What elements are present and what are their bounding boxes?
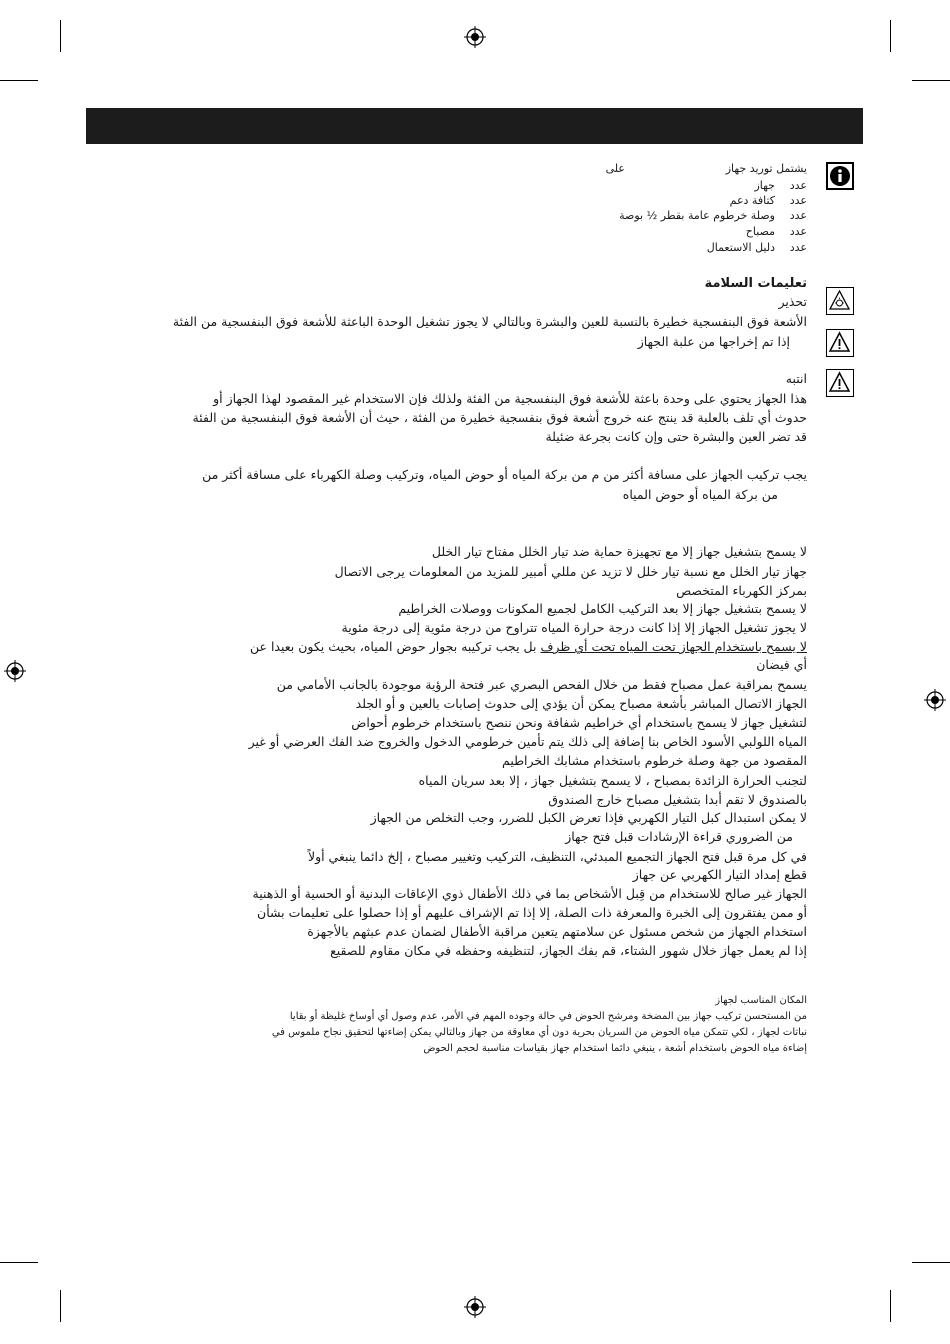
rule-text: لا يسمح بتشغيل جهاز إلا مع تجهيزة حماية ضد تيار الخلل مفتاح تيار الخلل	[431, 544, 807, 559]
warning-text: إذا تم إخراجها من علبة الجهاز	[637, 334, 790, 349]
location-text: نباتات لجهاز ، لكي تتمكن مياه الحوض من السريان بحرية دون أي معاوقة من جهاز وبالتالي يمكن إضاءتها لتحقيق نجاح ملموس في	[271, 1027, 807, 1038]
rule-text-underlined: لا يسمح باستخدام الجهاز تحت المياه تحت أي ظرف بل يجب تركيبه بجوار حوض المياه، بحيث يكون بعيدا عن	[250, 639, 807, 654]
contents-qty: عدد	[789, 241, 807, 254]
rule-text: المقصود من جهة وصلة خرطوم باستخدام مشابك الخراطيم	[502, 753, 807, 768]
distance-text: يجب تركيب الجهاز على مسافة أكثر من م من بركة المياه أو حوض المياه، وتركيب وصلة الكهرباء على مسافة أكثر من	[202, 467, 807, 482]
crop-mark	[912, 1262, 950, 1263]
rule-text: لتشغيل جهاز لا يسمح باستخدام أي خراطيم شفافة ونحن ننصح باستخدام خرطوم أحواض	[351, 715, 807, 730]
location-title: المكان المناسب لجهاز	[715, 995, 807, 1006]
rule-text: بمركز الكهرباء المتخصص	[676, 583, 807, 598]
location-text: إضاءة مياه الحوض باستخدام أشعة ، ينبغي دائما استخدام جهاز بقياسات مناسبة لحجم الحوض	[423, 1043, 807, 1054]
crop-mark	[60, 20, 61, 52]
contents-item: وصلة خرطوم عامة بقطر ½ بوصة	[619, 209, 775, 222]
contents-qty: عدد	[789, 194, 807, 207]
rule-text: لا يسمح بتشغيل جهاز إلا بعد التركيب الكامل لجميع المكونات ووصلات الخراطيم	[398, 601, 807, 616]
registration-mark-icon	[4, 660, 26, 682]
rule-text: بالصندوق لا تقم أبدا بتشغيل مصباح خارج الصندوق	[548, 792, 807, 807]
uv-radiation-warning-icon	[826, 287, 854, 315]
rule-text: لا يجوز تشغيل الجهاز إلا إذا كانت درجة حرارة المياه تتراوح من درجة مئوية إلى درجة مئوية	[341, 620, 807, 635]
crop-mark	[0, 1262, 38, 1263]
rule-text: من الضروري قراءة الإرشادات قبل فتح جهاز	[565, 829, 793, 844]
registration-mark-icon	[924, 689, 946, 711]
info-icon	[826, 162, 854, 190]
caution-icon	[826, 369, 854, 397]
rule-text: في كل مرة قبل فتح الجهاز التجميع المبدئي، التنظيف، التركيب وتغيير مصباح ، إلخ دائما ينبغي أولاً	[307, 849, 807, 864]
warning-text: الأشعة فوق البنفسجية خطيرة بالنسبة للعين والبشرة وبالتالي لا يجوز تشغيل الوحدة الباعثة للأشعة فوق البنفسجية من الفئة	[172, 314, 807, 329]
crop-mark	[912, 80, 950, 81]
rule-text: إذا لم يعمل جهاز خلال شهور الشتاء، قم بفك الجهاز، لتنظيفه وحفظه في مكان مقاوم للصقيع	[330, 943, 807, 958]
rule-text: المياه اللولبي الأسود الخاص بنا إضافة إلى ذلك يتم تأمين خرطومي الدخول والخروج ضد الفك العرضي أو غير	[248, 734, 807, 749]
contents-item: مصباح	[745, 225, 775, 238]
rule-text: أو ممن يفتقرون إلى الخبرة والمعرفة ذات الصلة، إلا إذا تم الإشراف عليهم أو إذا حصلوا على تعليمات بشأن	[257, 905, 807, 920]
contents-item: كتافة دعم	[729, 194, 775, 207]
caution-label: انتبه	[785, 371, 807, 386]
location-text: من المستحسن تركيب جهاز بين المضخة ومرشح الحوض في حالة وجوده المهم في الأمر، عدم وصول أي أوساخ غليظة أو بقايا	[289, 1011, 807, 1022]
contents-qty: عدد	[789, 225, 807, 238]
caution-text: حدوث أي تلف بالعلبة قد ينتج عنه خروج أشعة فوق بنفسجية خطيرة من الفئة ، حيث أن الأشعة فوق البنفسجية من الفئة	[192, 410, 807, 425]
caution-text: هذا الجهاز يحتوي على وحدة باعثة للأشعة فوق البنفسجية من الفئة ولذلك فإن الاستخدام غير المقصود لهذا الجهاز أو	[213, 391, 807, 406]
contents-item: جهاز	[754, 179, 775, 192]
rule-text: استخدام الجهاز من شخص مسئول عن سلامتهم يتعين مراقبة الأطفال لضمان عدم عبثهم بالأجهزة	[307, 924, 807, 939]
contents-intro-suffix: على	[605, 162, 625, 175]
safety-title: تعليمات السلامة	[704, 276, 807, 291]
crop-mark	[60, 1290, 61, 1322]
crop-mark	[890, 20, 891, 52]
rule-text: أي فيضان	[756, 657, 807, 672]
rule-text: قطع إمداد التيار الكهربي عن جهاز	[632, 867, 807, 882]
crop-mark	[0, 80, 38, 81]
caution-text: قد تضر العين والبشرة حتى وإن كانت بجرعة ضئيلة	[545, 429, 807, 444]
warning-icon	[826, 329, 854, 357]
distance-text: من بركة المياه أو حوض المياه	[622, 487, 778, 502]
contents-qty: عدد	[789, 179, 807, 192]
page-header-bar	[86, 108, 863, 144]
rule-text: الجهاز غير صالح للاستخدام من قِبل الأشخاص بما في ذلك الأطفال ذوي الإعاقات البدنية أو الحسية أو الذهنية	[252, 886, 807, 901]
rule-text: يسمح بمراقبة عمل مصباح فقط من خلال الفحص البصري عبر فتحة الرؤية موجودة بالجانب الأمامي من	[276, 677, 807, 692]
warning-label: تحذير	[778, 294, 807, 309]
registration-mark-icon	[464, 1296, 486, 1318]
rule-text: لا يمكن استبدال كبل التيار الكهربي فإذا تعرض الكبل للضرر، وجب التخلص من الجهاز	[370, 810, 807, 825]
rule-text: جهاز تيار الخلل مع نسبة تيار خلل لا تزيد عن مللي أمبير للمزيد من المعلومات يرجى الاتصال	[334, 564, 807, 579]
contents-item: دليل الاستعمال	[706, 241, 775, 254]
crop-mark	[890, 1290, 891, 1322]
contents-qty: عدد	[789, 209, 807, 222]
contents-intro: يشتمل توريد جهاز	[725, 162, 807, 175]
registration-mark-icon	[464, 26, 486, 48]
rule-text: الجهاز الاتصال المباشر بأشعة مصباح يمكن أن يؤدي إلى حدوث إصابات بالعين و أو الجلد	[355, 696, 807, 711]
rule-text: لتجنب الحرارة الزائدة بمصباح ، لا يسمح بتشغيل جهاز ، إلا بعد سريان المياه	[418, 773, 807, 788]
